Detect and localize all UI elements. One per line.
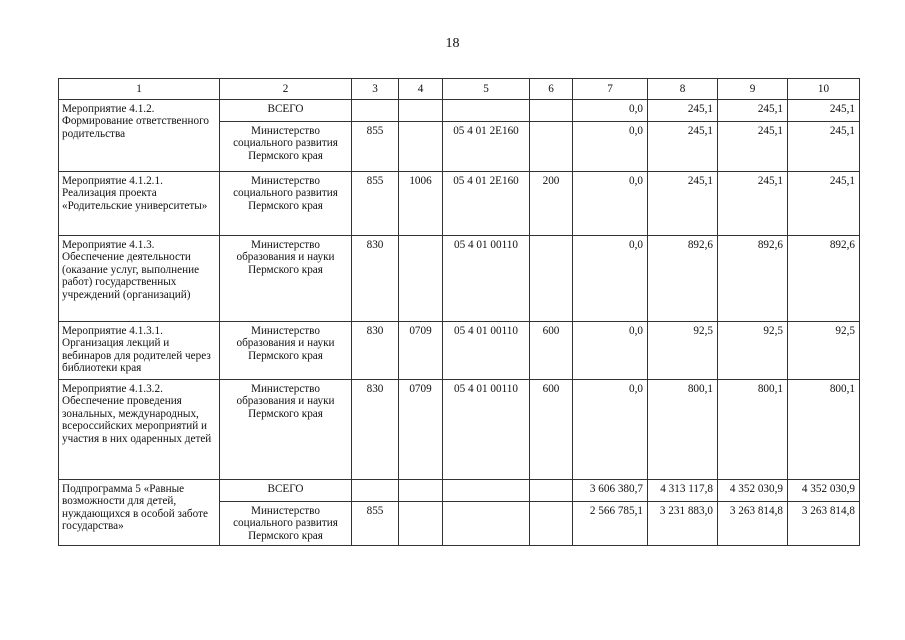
budget-table: [58, 78, 860, 546]
amount-cell: 245,1: [648, 172, 718, 236]
expense-type-cell: 200: [530, 172, 573, 236]
target-code-cell: [443, 100, 530, 122]
amount-cell: 0,0: [573, 236, 648, 322]
amount-cell: 2 566 785,1: [573, 502, 648, 546]
column-header: 1: [59, 79, 220, 100]
column-header: 2: [220, 79, 352, 100]
target-code-cell: [443, 480, 530, 502]
amount-cell: 245,1: [718, 172, 788, 236]
table-row: [59, 380, 860, 480]
column-header: 3: [352, 79, 399, 100]
table-row: [59, 322, 860, 380]
column-header: 8: [648, 79, 718, 100]
header-row: [59, 79, 860, 100]
amount-cell: 0,0: [573, 380, 648, 480]
table-row: [59, 480, 860, 502]
activity-name-cell: Мероприятие 4.1.3. Обеспечение деятельности (оказание услуг, выполнение работ) государственных учреждений (организаций): [59, 236, 220, 322]
amount-cell: 3 263 814,8: [788, 502, 860, 546]
activity-name-cell: Мероприятие 4.1.2.1. Реализация проекта «Родительские университеты»: [59, 172, 220, 236]
admin-code-cell: [352, 100, 399, 122]
amount-cell: 92,5: [788, 322, 860, 380]
target-code-cell: [443, 502, 530, 546]
section-code-cell: [399, 502, 443, 546]
expense-type-cell: [530, 502, 573, 546]
amount-cell: 4 352 030,9: [718, 480, 788, 502]
executor-cell: Министерство социального развития Пермского края: [220, 172, 352, 236]
section-code-cell: 1006: [399, 172, 443, 236]
amount-cell: 245,1: [788, 172, 860, 236]
amount-cell: 4 313 117,8: [648, 480, 718, 502]
amount-cell: 92,5: [648, 322, 718, 380]
column-header: 7: [573, 79, 648, 100]
executor-cell: Министерство социального развития Пермского края: [220, 122, 352, 172]
table-row: [59, 172, 860, 236]
executor-cell: Министерство образования и науки Пермского края: [220, 322, 352, 380]
activity-name-cell: Мероприятие 4.1.3.1. Организация лекций и вебинаров для родителей через библиотеки края: [59, 322, 220, 380]
amount-cell: 800,1: [788, 380, 860, 480]
expense-type-cell: [530, 122, 573, 172]
expense-type-cell: 600: [530, 322, 573, 380]
table-body: [59, 79, 860, 546]
amount-cell: 892,6: [648, 236, 718, 322]
target-code-cell: 05 4 01 00110: [443, 322, 530, 380]
amount-cell: 800,1: [718, 380, 788, 480]
admin-code-cell: 830: [352, 236, 399, 322]
amount-cell: 0,0: [573, 100, 648, 122]
executor-cell: ВСЕГО: [220, 100, 352, 122]
amount-cell: 0,0: [573, 172, 648, 236]
expense-type-cell: 600: [530, 380, 573, 480]
amount-cell: 3 263 814,8: [718, 502, 788, 546]
executor-cell: Министерство социального развития Пермского края: [220, 502, 352, 546]
column-header: 10: [788, 79, 860, 100]
expense-type-cell: [530, 236, 573, 322]
amount-cell: 245,1: [718, 122, 788, 172]
column-header: 9: [718, 79, 788, 100]
amount-cell: 4 352 030,9: [788, 480, 860, 502]
table-row: [59, 236, 860, 322]
column-header: 5: [443, 79, 530, 100]
activity-name-cell: Мероприятие 4.1.3.2. Обеспечение проведения зональных, международных, всероссийских мероприятий и участия в них одаренных детей: [59, 380, 220, 480]
activity-name-cell: Подпрограмма 5 «Равные возможности для детей, нуждающихся в особой заботе государства»: [59, 480, 220, 546]
amount-cell: 0,0: [573, 122, 648, 172]
section-code-cell: 0709: [399, 322, 443, 380]
executor-cell: Министерство образования и науки Пермского края: [220, 236, 352, 322]
target-code-cell: 05 4 01 00110: [443, 380, 530, 480]
amount-cell: 92,5: [718, 322, 788, 380]
target-code-cell: 05 4 01 2Е160: [443, 172, 530, 236]
admin-code-cell: 830: [352, 380, 399, 480]
amount-cell: 245,1: [718, 100, 788, 122]
admin-code-cell: 830: [352, 322, 399, 380]
amount-cell: 892,6: [718, 236, 788, 322]
column-header: 6: [530, 79, 573, 100]
admin-code-cell: [352, 480, 399, 502]
section-code-cell: [399, 122, 443, 172]
table-row: [59, 100, 860, 122]
amount-cell: 0,0: [573, 322, 648, 380]
amount-cell: 245,1: [648, 122, 718, 172]
admin-code-cell: 855: [352, 502, 399, 546]
section-code-cell: [399, 236, 443, 322]
admin-code-cell: 855: [352, 172, 399, 236]
amount-cell: 245,1: [788, 122, 860, 172]
executor-cell: Министерство образования и науки Пермского края: [220, 380, 352, 480]
amount-cell: 245,1: [648, 100, 718, 122]
section-code-cell: 0709: [399, 380, 443, 480]
amount-cell: 892,6: [788, 236, 860, 322]
activity-name-cell: Мероприятие 4.1.2. Формирование ответственного родительства: [59, 100, 220, 172]
executor-cell: ВСЕГО: [220, 480, 352, 502]
expense-type-cell: [530, 480, 573, 502]
admin-code-cell: 855: [352, 122, 399, 172]
amount-cell: 3 231 883,0: [648, 502, 718, 546]
expense-type-cell: [530, 100, 573, 122]
target-code-cell: 05 4 01 00110: [443, 236, 530, 322]
column-header: 4: [399, 79, 443, 100]
section-code-cell: [399, 100, 443, 122]
page-number: 18: [445, 36, 460, 51]
target-code-cell: 05 4 01 2Е160: [443, 122, 530, 172]
amount-cell: 245,1: [788, 100, 860, 122]
amount-cell: 800,1: [648, 380, 718, 480]
section-code-cell: [399, 480, 443, 502]
amount-cell: 3 606 380,7: [573, 480, 648, 502]
